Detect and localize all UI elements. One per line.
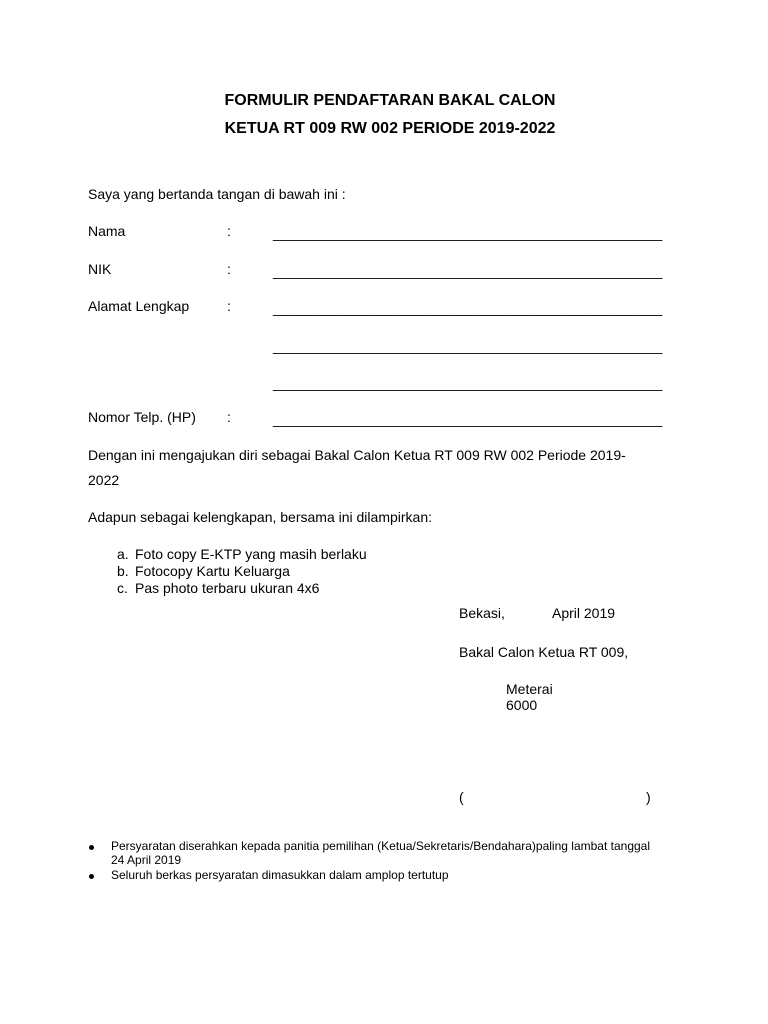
form-title-line2: KETUA RT 009 RW 002 PERIODE 2019-2022 [224, 120, 556, 137]
field-label-telp: Nomor Telp. (HP) [88, 409, 196, 425]
field-colon: : [227, 298, 231, 314]
bullet-icon [89, 874, 94, 879]
field-line-nama[interactable]: __________________________________________________ [273, 225, 663, 241]
field-label-nik: NIK [88, 261, 112, 277]
list-marker: b. [117, 563, 129, 579]
signature-place: Bekasi, [459, 605, 505, 621]
field-line-alamat-1[interactable]: __________________________________________________ [273, 300, 663, 316]
field-label-alamat: Alamat Lengkap [88, 298, 190, 314]
note-1-line1: Persyaratan diserahkan kepada panitia pemilihan (Ketua/Sekretaris/Bendahara)paling lambat tanggal [111, 839, 651, 853]
note-1-line2: 24 April 2019 [111, 853, 182, 867]
signature-role: Bakal Calon Ketua RT 009, [459, 644, 629, 660]
list-item [117, 563, 290, 579]
intro-text: Saya yang bertanda tangan di bawah ini : [88, 186, 346, 202]
field-label-nama: Nama [88, 223, 126, 239]
signature-paren-close: ) [646, 789, 651, 805]
field-line-telp[interactable]: __________________________________________________ [273, 411, 663, 427]
list-item-text: Fotocopy Kartu Keluarga [135, 563, 290, 579]
list-marker: c. [117, 580, 128, 596]
list-item [117, 546, 367, 562]
field-colon: : [227, 409, 231, 425]
signature-paren-open: ( [459, 789, 464, 805]
stamp-label-line1: Meterai [506, 681, 553, 697]
field-colon: : [227, 223, 231, 239]
stamp-label-line2: 6000 [506, 697, 538, 713]
field-line-alamat-3[interactable]: __________________________________________________ [273, 375, 663, 391]
bullet-icon [89, 845, 94, 850]
note-2-line1: Seluruh berkas persyaratan dimasukkan dalam amplop tertutup [111, 868, 449, 882]
list-item-text: Foto copy E-KTP yang masih berlaku [135, 546, 367, 562]
statement-line2: 2022 [88, 472, 120, 488]
form-title-line1: FORMULIR PENDAFTARAN BAKAL CALON [224, 92, 556, 109]
list-marker: a. [117, 546, 129, 562]
list-item-text: Pas photo terbaru ukuran 4x6 [135, 580, 320, 596]
statement-line1: Dengan ini mengajukan diri sebagai Bakal Calon Ketua RT 009 RW 002 Periode 2019- [88, 447, 626, 463]
field-line-nik[interactable]: __________________________________________________ [273, 263, 663, 279]
attachments-intro: Adapun sebagai kelengkapan, bersama ini dilampirkan: [88, 509, 432, 525]
field-line-alamat-2[interactable]: __________________________________________________ [273, 338, 663, 354]
list-item [117, 580, 319, 596]
signature-date: April 2019 [552, 605, 616, 621]
field-colon: : [227, 261, 231, 277]
